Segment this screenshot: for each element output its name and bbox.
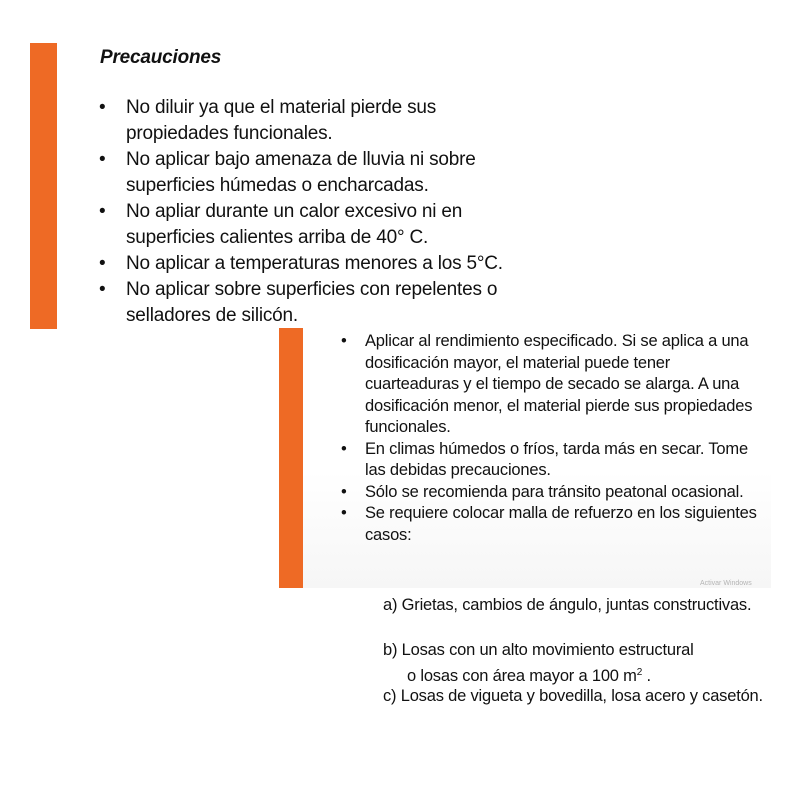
activate-windows-watermark: Activar Windows	[700, 580, 752, 587]
list-item: • No aplicar bajo amenaza de lluvia ni sobre superficies húmedas o encharcadas.	[126, 147, 536, 199]
list-item: • No apliar durante un calor excesivo ni en superficies calientes arriba de 40° C.	[126, 199, 536, 251]
subcase-b-end: .	[642, 666, 651, 685]
list-item: • No diluir ya que el material pierde sus propiedades funcionales.	[126, 95, 536, 147]
section-title: Precauciones	[100, 47, 222, 68]
precautions-list-top	[126, 95, 536, 329]
list-item: • Sólo se recomienda para tránsito peatonal ocasional.	[365, 482, 760, 504]
list-item: • Aplicar al rendimiento especificado. Si se aplica a una dosificación mayor, el material puede tener cuarteaduras y el tiempo de secado se alarga. A una dosificación menor, el material pierde sus propiedades funcionales.	[365, 331, 760, 439]
subcase-c: c) Losas de vigueta y bovedilla, losa acero y casetón.	[383, 687, 763, 705]
subcase-b	[383, 640, 763, 687]
list-item: • No aplicar a temperaturas menores a los 5°C.	[126, 251, 536, 277]
list-item: • En climas húmedos o fríos, tarda más en secar. Tome las debidas precauciones.	[365, 439, 760, 482]
list-item: • Se requiere colocar malla de refuerzo en los siguientes casos:	[365, 503, 760, 546]
subcase-a: a) Grietas, cambios de ángulo, juntas constructivas.	[383, 596, 752, 614]
precautions-list-bottom	[365, 331, 760, 546]
subcase-b-text: o losas con área mayor a 100 m	[407, 666, 637, 685]
superscript-2: 2	[636, 666, 643, 678]
accent-bar-top	[30, 43, 57, 329]
accent-bar-bottom	[279, 328, 303, 588]
subcase-b-line2	[383, 662, 763, 688]
subcase-b-line1: b) Losas con un alto movimiento estructural	[383, 641, 694, 659]
list-item: • No aplicar sobre superficies con repelentes o selladores de silicón.	[126, 277, 536, 329]
